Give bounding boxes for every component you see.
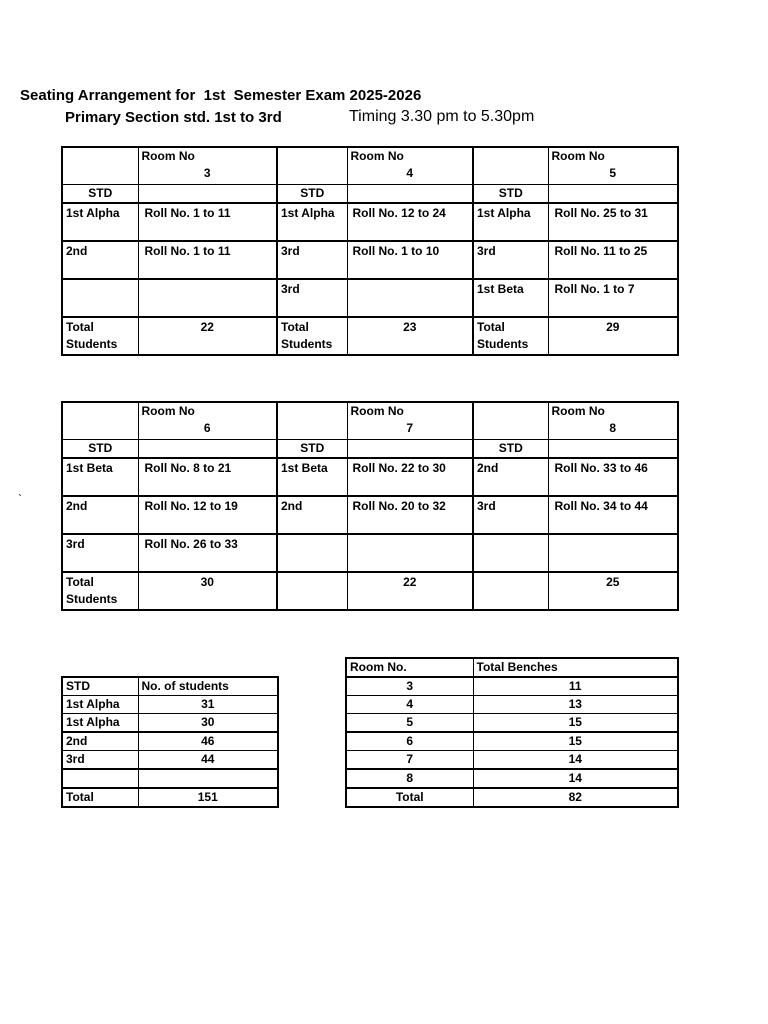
room-cell <box>548 147 678 185</box>
blank-cell <box>548 440 678 459</box>
roll-range-cell: Roll No. 8 to 21 <box>138 458 277 496</box>
roll-range-cell: Roll No. 12 to 19 <box>138 496 277 534</box>
room-total: 25 <box>548 572 678 610</box>
roll-range-cell: Roll No. 1 to 7 <box>548 279 678 317</box>
summary-header-row <box>62 677 278 696</box>
std-cell <box>62 769 138 788</box>
summary-total-row <box>62 788 278 807</box>
std-cell: 1st Beta <box>277 458 347 496</box>
benches-header-row <box>346 658 678 677</box>
std-cell: 2nd <box>277 496 347 534</box>
room-no-label: Room No <box>551 404 605 418</box>
room-number: 7 <box>406 421 414 435</box>
room-number: 6 <box>203 421 211 435</box>
std-cell: 3rd <box>473 241 548 279</box>
room-no-label: Room No <box>141 149 195 163</box>
std-cell: 2nd <box>62 732 138 751</box>
room-total: 29 <box>548 317 678 355</box>
blank-cell <box>138 440 277 459</box>
roll-range-cell: Roll No. 11 to 25 <box>548 241 678 279</box>
room-no-label: Room No <box>350 404 404 418</box>
allocation-row <box>62 279 678 317</box>
header-blank-cell <box>62 147 138 185</box>
roll-range-cell: Roll No. 25 to 31 <box>548 203 678 241</box>
room-header-row <box>62 402 678 440</box>
blank-cell <box>138 185 277 204</box>
header-blank-cell <box>473 402 548 440</box>
header-blank-cell <box>62 402 138 440</box>
roll-range-cell <box>548 534 678 572</box>
summary-row <box>62 696 278 714</box>
students-word: Students <box>66 337 118 351</box>
roll-range-cell: Roll No. 34 to 44 <box>548 496 678 534</box>
room-cell: 7 <box>346 751 473 770</box>
allocation-row <box>62 534 678 572</box>
room-no-header: Room No. <box>346 658 473 677</box>
roll-range-cell: Roll No. 26 to 33 <box>138 534 277 572</box>
allocation-row <box>62 203 678 241</box>
std-cell: 2nd <box>473 458 548 496</box>
std-label: STD <box>277 440 347 459</box>
benches-cell: 15 <box>473 732 678 751</box>
room-cell <box>347 147 473 185</box>
students-word: Students <box>66 592 118 606</box>
total-benches-header: Total Benches <box>473 658 678 677</box>
std-cell: 1st Alpha <box>62 714 138 733</box>
count-cell: 44 <box>138 751 278 770</box>
total-value: 82 <box>473 788 678 807</box>
total-row <box>62 572 678 610</box>
count-cell: 30 <box>138 714 278 733</box>
blank-cell <box>277 572 347 610</box>
roll-range-cell: Roll No. 33 to 46 <box>548 458 678 496</box>
std-label: STD <box>62 440 138 459</box>
std-cell: 3rd <box>62 751 138 770</box>
room-no-label: Room No <box>141 404 195 418</box>
total-students-label <box>62 317 138 355</box>
allocation-row <box>62 496 678 534</box>
count-cell: 31 <box>138 696 278 714</box>
benches-row <box>346 696 678 714</box>
room-number: 5 <box>609 166 617 180</box>
blank-cell <box>548 185 678 204</box>
count-header: No. of students <box>138 677 278 696</box>
stray-mark: ` <box>18 492 22 506</box>
std-cell: 2nd <box>62 241 138 279</box>
total-word: Total <box>477 320 505 334</box>
room-number: 8 <box>609 421 617 435</box>
room-cell: 6 <box>346 732 473 751</box>
header-blank-cell <box>277 402 347 440</box>
benches-cell: 14 <box>473 751 678 770</box>
room-cell <box>347 402 473 440</box>
room-cell <box>548 402 678 440</box>
roll-range-cell <box>138 279 277 317</box>
std-cell: 3rd <box>62 534 138 572</box>
total-word: Total <box>66 320 94 334</box>
std-cell: 1st Alpha <box>62 696 138 714</box>
room-header-row <box>62 147 678 185</box>
room-number: 3 <box>203 166 211 180</box>
roll-range-cell <box>347 534 473 572</box>
std-cell: 2nd <box>62 496 138 534</box>
std-cell: 1st Alpha <box>277 203 347 241</box>
count-cell <box>138 769 278 788</box>
benches-row <box>346 751 678 770</box>
total-students-label <box>277 317 347 355</box>
students-word: Students <box>281 337 333 351</box>
room-no-label: Room No <box>551 149 605 163</box>
roll-range-cell <box>347 279 473 317</box>
room-cell: 3 <box>346 677 473 696</box>
blank-cell <box>347 185 473 204</box>
std-label: STD <box>473 440 548 459</box>
benches-cell: 13 <box>473 696 678 714</box>
summary-row <box>62 732 278 751</box>
std-label-row <box>62 440 678 459</box>
room-cell: 4 <box>346 696 473 714</box>
room-number: 4 <box>406 166 414 180</box>
room-no-label: Room No <box>350 149 404 163</box>
room-cell: 8 <box>346 769 473 788</box>
std-label: STD <box>277 185 347 204</box>
std-label: STD <box>62 185 138 204</box>
header-blank-cell <box>277 147 347 185</box>
std-cell: 1st Alpha <box>62 203 138 241</box>
summary-row <box>62 769 278 788</box>
students-summary-table <box>61 676 279 808</box>
std-cell <box>473 534 548 572</box>
benches-row <box>346 714 678 733</box>
summary-row <box>62 751 278 770</box>
header-blank-cell <box>473 147 548 185</box>
roll-range-cell: Roll No. 1 to 11 <box>138 203 277 241</box>
exam-timing: Timing 3.30 pm to 5.30pm <box>349 108 535 125</box>
total-label: Total <box>62 788 138 807</box>
total-students-label <box>473 317 548 355</box>
benches-total-row <box>346 788 678 807</box>
std-cell <box>62 279 138 317</box>
room-total: 23 <box>347 317 473 355</box>
std-cell: 3rd <box>473 496 548 534</box>
std-cell: 3rd <box>277 279 347 317</box>
total-label: Total <box>346 788 473 807</box>
std-cell: 1st Alpha <box>473 203 548 241</box>
allocation-row <box>62 458 678 496</box>
room-cell <box>138 147 277 185</box>
std-cell: 3rd <box>277 241 347 279</box>
roll-range-cell: Roll No. 1 to 10 <box>347 241 473 279</box>
benches-cell: 15 <box>473 714 678 733</box>
std-label: STD <box>473 185 548 204</box>
total-row <box>62 317 678 355</box>
std-header: STD <box>62 677 138 696</box>
total-students-label <box>62 572 138 610</box>
std-cell: 1st Beta <box>62 458 138 496</box>
blank-cell <box>347 440 473 459</box>
document-title: Seating Arrangement for 1st Semester Exam 2025-2026 <box>20 87 422 104</box>
std-label-row <box>62 185 678 204</box>
benches-row <box>346 732 678 751</box>
roll-range-cell: Roll No. 20 to 32 <box>347 496 473 534</box>
room-total: 22 <box>138 317 277 355</box>
count-cell: 46 <box>138 732 278 751</box>
benches-cell: 11 <box>473 677 678 696</box>
students-word: Students <box>477 337 529 351</box>
benches-cell: 14 <box>473 769 678 788</box>
std-cell <box>277 534 347 572</box>
summary-row <box>62 714 278 733</box>
std-cell: 1st Beta <box>473 279 548 317</box>
total-value: 151 <box>138 788 278 807</box>
roll-range-cell: Roll No. 1 to 11 <box>138 241 277 279</box>
seating-grid-rooms-3-5 <box>61 146 679 356</box>
room-total: 30 <box>138 572 277 610</box>
room-total: 22 <box>347 572 473 610</box>
allocation-row <box>62 241 678 279</box>
benches-row <box>346 769 678 788</box>
total-word: Total <box>66 575 94 589</box>
total-word: Total <box>281 320 309 334</box>
roll-range-cell: Roll No. 22 to 30 <box>347 458 473 496</box>
room-cell: 5 <box>346 714 473 733</box>
benches-row <box>346 677 678 696</box>
room-cell <box>138 402 277 440</box>
blank-cell <box>473 572 548 610</box>
document-subtitle: Primary Section std. 1st to 3rd <box>65 109 282 126</box>
roll-range-cell: Roll No. 12 to 24 <box>347 203 473 241</box>
seating-grid-rooms-6-8 <box>61 401 679 611</box>
benches-summary-table <box>345 657 679 808</box>
